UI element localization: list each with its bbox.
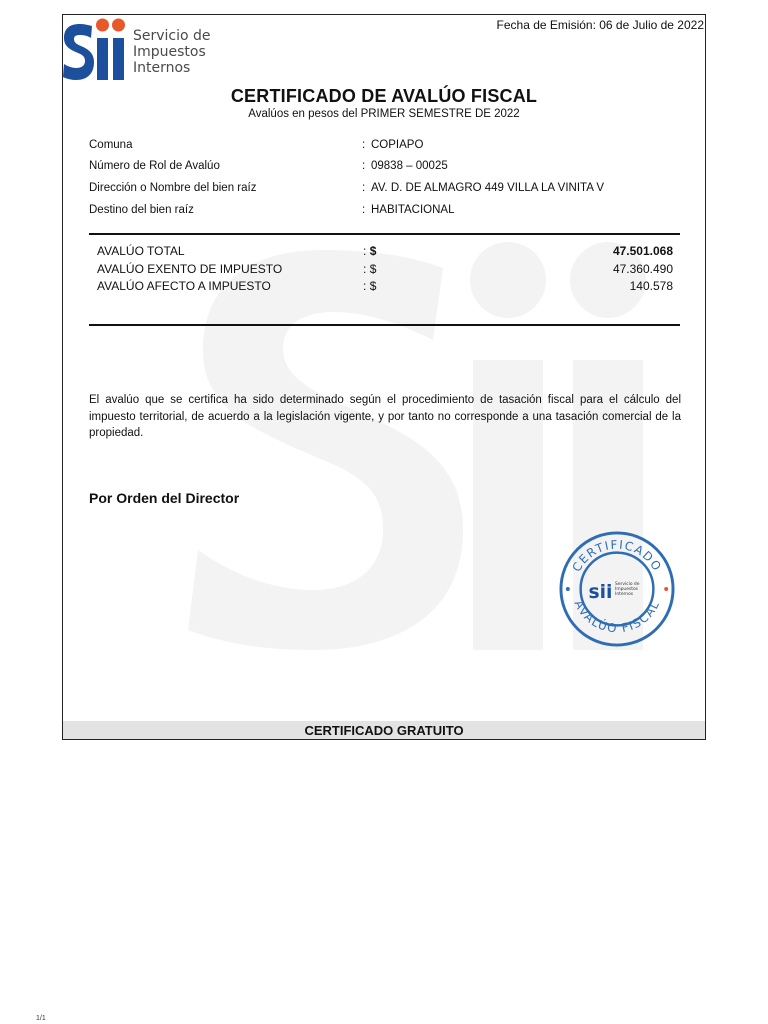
stamp-dot-right xyxy=(664,587,668,591)
info-label: Comuna xyxy=(89,139,133,151)
emission-date: Fecha de Emisión: 06 de Julio de 2022 xyxy=(496,18,704,32)
valuation-separator xyxy=(363,279,376,293)
valuation-amount: 47.360.490 xyxy=(612,262,673,276)
info-row-direccion xyxy=(89,182,669,198)
info-label: Dirección o Nombre del bien raíz xyxy=(89,182,257,194)
info-value: COPIAPO xyxy=(371,139,424,151)
certified-stamp xyxy=(558,530,676,648)
document-subtitle: Avalúos en pesos del PRIMER SEMESTRE DE 2022 xyxy=(248,108,520,120)
divider-top xyxy=(89,233,680,235)
info-row-rol xyxy=(89,160,669,176)
sii-logo xyxy=(63,16,213,84)
separator-colon: : xyxy=(363,244,367,258)
valuation-row-afecto xyxy=(97,279,673,295)
disclaimer-paragraph: El avalúo que se certifica ha sido determinado según el procedimiento de tasación fiscal para el cálculo del impuesto territorial, de acuerdo a la legislación vigente, y por tanto no corresponde a una tasación comercial de la propiedad. xyxy=(89,394,681,439)
footer-bar xyxy=(63,721,705,739)
valuation-label: AVALÚO TOTAL xyxy=(97,244,185,258)
stamp-arc-bottom xyxy=(572,598,663,636)
certificate-frame xyxy=(62,14,706,740)
currency-symbol: $ xyxy=(369,244,377,258)
info-separator: : xyxy=(362,160,366,172)
info-separator: : xyxy=(362,139,366,151)
info-label: Número de Rol de Avalúo xyxy=(89,160,220,172)
info-label: Destino del bien raíz xyxy=(89,204,194,216)
org-name-line: Impuestos xyxy=(133,44,206,60)
page-indicator: 1/1 xyxy=(36,1015,46,1022)
currency-symbol: $ xyxy=(369,279,377,293)
org-name xyxy=(133,28,211,76)
signature-line: Por Orden del Director xyxy=(89,490,240,506)
footer-label: CERTIFICADO GRATUITO xyxy=(304,723,464,738)
info-separator: : xyxy=(362,182,366,194)
valuation-row-total xyxy=(97,244,673,260)
valuation-amount: 47.501.068 xyxy=(612,244,673,258)
stamp-arc-bottom-text: AVALÚO FISCAL xyxy=(571,597,663,636)
stamp-dot-left xyxy=(566,587,570,591)
sii-logo-mark xyxy=(63,16,129,84)
stamp-org-line: Servicio de xyxy=(615,582,640,588)
valuation-label: AVALÚO EXENTO DE IMPUESTO xyxy=(97,262,283,276)
info-value: HABITACIONAL xyxy=(371,204,455,216)
valuation-amount: 140.578 xyxy=(629,279,673,293)
stamp-brand: sii xyxy=(588,581,613,603)
org-name-line: Servicio de xyxy=(133,28,211,44)
currency-symbol: $ xyxy=(369,262,377,276)
valuation-row-exento xyxy=(97,262,673,278)
valuation-separator xyxy=(363,244,376,258)
divider-bottom xyxy=(89,324,680,326)
info-row-destino xyxy=(89,204,669,220)
stamp-logo xyxy=(588,581,639,603)
info-separator: : xyxy=(362,204,366,216)
org-name-line: Internos xyxy=(133,60,191,76)
info-value: 09838 – 00025 xyxy=(371,160,448,172)
info-row-comuna xyxy=(89,139,669,155)
separator-colon: : xyxy=(363,262,367,276)
separator-colon: : xyxy=(363,279,367,293)
document-title: CERTIFICADO DE AVALÚO FISCAL xyxy=(230,86,538,106)
valuation-separator xyxy=(363,262,376,276)
stamp-arc-top-text: CERTIFICADO xyxy=(569,537,665,575)
valuation-label: AVALÚO AFECTO A IMPUESTO xyxy=(97,279,271,293)
stamp-org-line: Internos xyxy=(615,591,634,597)
stamp-org-line: Impuestos xyxy=(615,586,638,592)
info-value: AV. D. DE ALMAGRO 449 VILLA LA VINITA V xyxy=(371,182,605,194)
